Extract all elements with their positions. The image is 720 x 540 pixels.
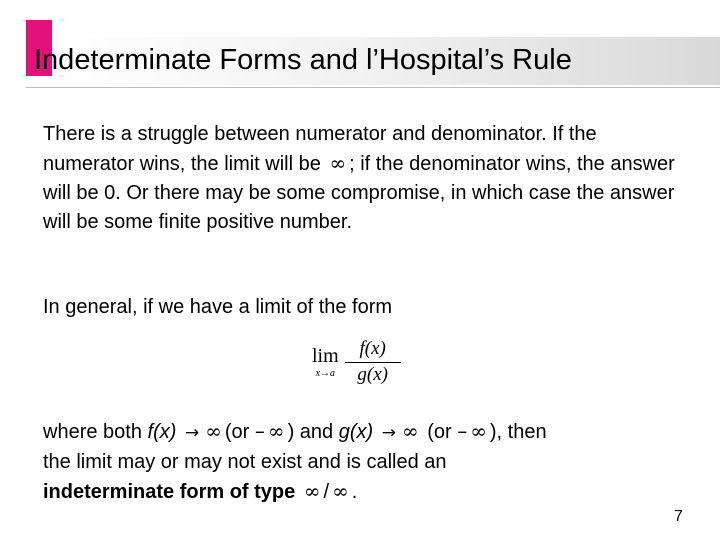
minus-symbol-1: – <box>254 419 265 443</box>
fraction-bar <box>345 362 401 363</box>
slide-title: Indeterminate Forms and l’Hospital’s Rule <box>34 44 572 76</box>
paragraph-general: In general, if we have a limit of the form <box>43 296 393 318</box>
minus-symbol-2: – <box>457 419 468 443</box>
arrow-symbol-2: → <box>381 423 396 443</box>
text-period: . <box>351 481 358 503</box>
fraction-denominator: g(x) <box>357 363 388 385</box>
infinity-symbol-4: ∞ <box>470 419 487 443</box>
paragraph-struggle-text-a: There is a struggle between numerator and denominator. If the numerator wins, the limit will be <box>43 123 597 175</box>
lim-word: lim <box>312 344 339 367</box>
paragraph-struggle <box>43 120 683 237</box>
limit-formula <box>312 334 401 390</box>
bold-indeterminate-form: indeterminate form of type <box>43 481 296 503</box>
infinity-symbol-6: ∞ <box>332 479 349 503</box>
paragraph-indeterminate <box>43 417 683 507</box>
text-and-g: ) and <box>287 421 339 443</box>
infinity-symbol-2: ∞ <box>267 419 285 443</box>
slash-symbol: / <box>323 481 330 503</box>
infinity-symbol-3: ∞ <box>401 419 419 443</box>
infinity-symbol: ∞ <box>329 151 347 175</box>
fraction-numerator: f(x) <box>359 337 386 359</box>
lim-operator <box>312 346 339 379</box>
text-or-2: (or <box>421 421 458 443</box>
g-of-x: g(x) <box>338 421 374 443</box>
text-where-both: where both <box>43 421 148 443</box>
text-or-1: (or <box>224 421 255 443</box>
fraction <box>345 339 401 386</box>
infinity-symbol-5: ∞ <box>303 479 321 503</box>
page-number: 7 <box>674 508 683 525</box>
infinity-symbol-1: ∞ <box>205 419 222 443</box>
f-of-x: f(x) <box>147 421 177 443</box>
paragraph-struggle-text-b: ; if the denominator wins, the answer will be 0. Or there may be some compromise, in which case the answer will be some finite positive number. <box>43 153 675 233</box>
arrow-symbol-1: → <box>184 423 200 443</box>
title-divider <box>26 87 720 88</box>
text-then: ), then <box>489 421 547 443</box>
lim-subscript: x→a <box>315 367 336 379</box>
text-line2: the limit may or may not exist and is called an <box>43 451 447 473</box>
